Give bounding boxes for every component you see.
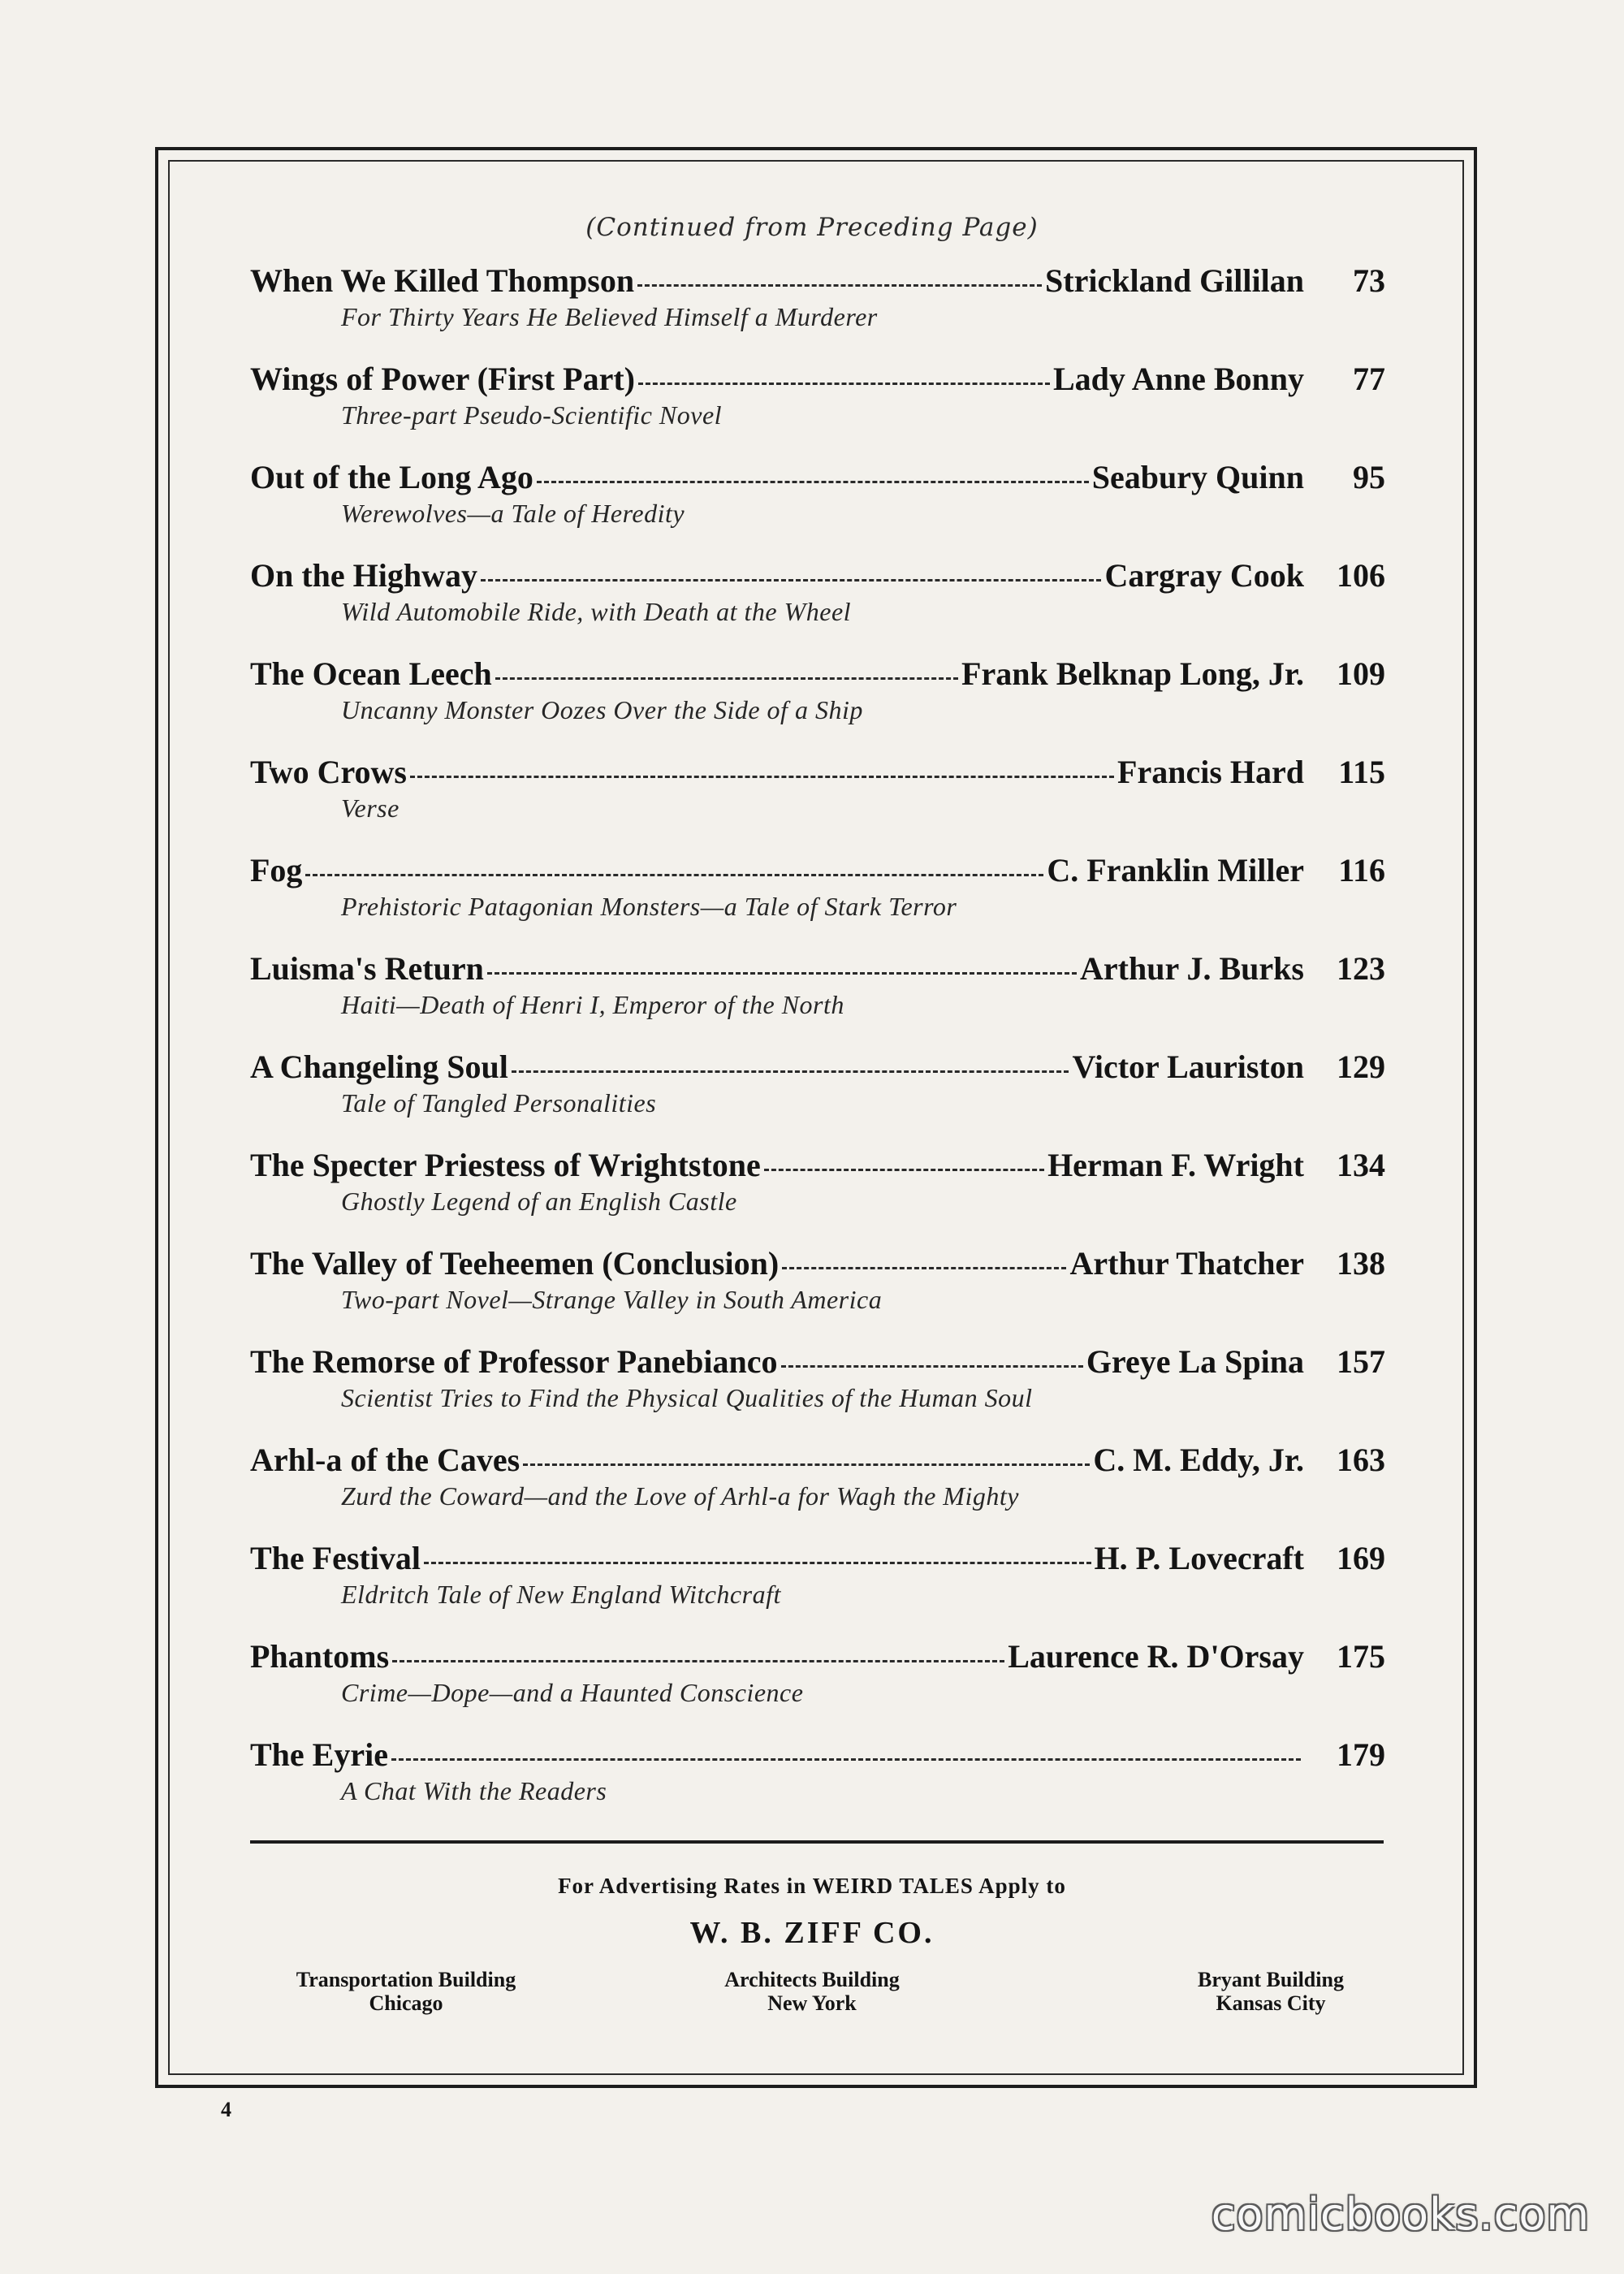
entry-line bbox=[250, 753, 1385, 793]
page-number: 77 bbox=[1353, 361, 1385, 397]
office-city: Chicago bbox=[369, 1991, 443, 2015]
story-title: The Remorse of Professor Panebianco bbox=[250, 1343, 778, 1380]
story-subtitle: Crime—Dope—and a Haunted Conscience bbox=[341, 1678, 804, 1707]
office-city: Kansas City bbox=[1216, 1991, 1326, 2015]
story-subtitle: Scientist Tries to Find the Physical Qualities of the Human Soul bbox=[341, 1383, 1033, 1412]
story-subtitle: Werewolves—a Tale of Heredity bbox=[341, 499, 685, 528]
story-author: Seabury Quinn bbox=[1091, 459, 1304, 495]
page-number: 175 bbox=[1337, 1638, 1385, 1675]
story-subtitle: Tale of Tangled Personalities bbox=[341, 1088, 657, 1118]
story-subtitle: Ghostly Legend of an English Castle bbox=[341, 1187, 737, 1216]
page-number: 134 bbox=[1337, 1147, 1385, 1183]
story-subtitle: Uncanny Monster Oozes Over the Side of a Ship bbox=[341, 695, 863, 724]
page-number: 116 bbox=[1338, 852, 1385, 888]
advertising-note: For Advertising Rates in WEIRD TALES Apply to bbox=[558, 1874, 1066, 1898]
page-number: 106 bbox=[1337, 557, 1385, 594]
page-number: 169 bbox=[1337, 1540, 1385, 1576]
office-address bbox=[235, 1968, 577, 2015]
page-number: 129 bbox=[1337, 1048, 1385, 1085]
toc-entry bbox=[250, 458, 1385, 556]
toc-entry bbox=[250, 1539, 1385, 1637]
page-number: 123 bbox=[1337, 950, 1385, 987]
story-author: Laurence R. D'Orsay bbox=[1008, 1638, 1304, 1675]
toc-entry bbox=[250, 556, 1385, 655]
entry-line bbox=[250, 1637, 1385, 1678]
story-title: The Specter Priestess of Wrightstone bbox=[250, 1147, 761, 1183]
story-author: C. Franklin Miller bbox=[1047, 852, 1304, 888]
dot-leader bbox=[392, 1660, 1004, 1662]
toc-entry bbox=[250, 1146, 1385, 1244]
story-author: Greye La Spina bbox=[1086, 1343, 1304, 1380]
page-number: 95 bbox=[1353, 459, 1385, 495]
watermark: comicbooks.com bbox=[1211, 2189, 1590, 2240]
dot-leader bbox=[764, 1169, 1044, 1171]
entry-line bbox=[250, 1342, 1385, 1383]
entry-line bbox=[250, 1048, 1385, 1088]
toc-entry bbox=[250, 753, 1385, 851]
story-subtitle: For Thirty Years He Believed Himself a Murderer bbox=[341, 302, 878, 331]
page-number: 109 bbox=[1337, 655, 1385, 692]
story-subtitle: A Chat With the Readers bbox=[341, 1776, 607, 1805]
office-address bbox=[1100, 1968, 1441, 2015]
story-subtitle: Verse bbox=[341, 793, 400, 823]
entry-line bbox=[250, 1441, 1385, 1481]
story-subtitle: Three-part Pseudo-Scientific Novel bbox=[341, 400, 723, 430]
story-title: When We Killed Thompson bbox=[250, 262, 635, 299]
story-subtitle: Prehistoric Patagonian Monsters—a Tale of Stark Terror bbox=[341, 892, 957, 921]
story-title: The Festival bbox=[250, 1540, 421, 1576]
entry-line bbox=[250, 1736, 1385, 1776]
dot-leader bbox=[782, 1267, 1066, 1269]
dot-leader bbox=[487, 972, 1077, 975]
office-building: Architects Building bbox=[724, 1968, 900, 1991]
story-subtitle: Eldritch Tale of New England Witchcraft bbox=[341, 1580, 781, 1609]
entry-line bbox=[250, 1244, 1385, 1285]
company-name: W. B. ZIFF CO. bbox=[689, 1916, 935, 1950]
dot-leader bbox=[410, 776, 1114, 778]
story-title: Phantoms bbox=[250, 1638, 390, 1675]
toc-entry bbox=[250, 262, 1385, 360]
dot-leader bbox=[305, 874, 1043, 876]
story-title: Luisma's Return bbox=[250, 950, 484, 987]
story-author: Francis Hard bbox=[1117, 754, 1304, 790]
toc-entry bbox=[250, 1441, 1385, 1539]
entry-line bbox=[250, 655, 1385, 695]
entry-line bbox=[250, 556, 1385, 597]
story-author: Strickland Gillilan bbox=[1045, 262, 1304, 299]
story-subtitle: Wild Automobile Ride, with Death at the Wheel bbox=[341, 597, 852, 626]
story-author: Lady Anne Bonny bbox=[1052, 361, 1304, 397]
page-number: 157 bbox=[1337, 1343, 1385, 1380]
story-author: Cargray Cook bbox=[1104, 557, 1304, 594]
dot-leader bbox=[637, 284, 1042, 287]
office-address bbox=[641, 1968, 983, 2015]
dot-leader bbox=[391, 1758, 1301, 1761]
entry-line bbox=[250, 360, 1385, 400]
story-title: The Ocean Leech bbox=[250, 655, 492, 692]
story-author: Arthur Thatcher bbox=[1069, 1245, 1304, 1282]
entry-line bbox=[250, 851, 1385, 892]
story-title: Out of the Long Ago bbox=[250, 459, 533, 495]
toc-entry bbox=[250, 360, 1385, 458]
story-subtitle: Haiti—Death of Henri I, Emperor of the North bbox=[341, 990, 844, 1019]
entry-line bbox=[250, 1146, 1385, 1187]
story-title: The Eyrie bbox=[250, 1736, 388, 1773]
dot-leader bbox=[424, 1562, 1091, 1564]
toc-entry bbox=[250, 851, 1385, 949]
toc-entry bbox=[250, 1637, 1385, 1736]
entry-line bbox=[250, 262, 1385, 302]
toc-entry bbox=[250, 1342, 1385, 1441]
story-author: C. M. Eddy, Jr. bbox=[1093, 1442, 1304, 1478]
dot-leader bbox=[481, 579, 1101, 581]
toc-entry bbox=[250, 1048, 1385, 1146]
page-number: 73 bbox=[1353, 262, 1385, 299]
dot-leader bbox=[512, 1070, 1069, 1073]
story-subtitle: Zurd the Coward—and the Love of Arhl-a for Wagh the Mighty bbox=[341, 1481, 1019, 1511]
story-title: Fog bbox=[250, 852, 303, 888]
story-author: Victor Lauriston bbox=[1072, 1048, 1304, 1085]
page-number: 138 bbox=[1337, 1245, 1385, 1282]
page-number: 163 bbox=[1337, 1442, 1385, 1478]
story-title: On the Highway bbox=[250, 557, 478, 594]
story-subtitle: Two-part Novel—Strange Valley in South America bbox=[341, 1285, 883, 1314]
entry-line bbox=[250, 458, 1385, 499]
dot-leader bbox=[638, 383, 1050, 385]
folio-page-number: 4 bbox=[221, 2098, 231, 2121]
toc-entry bbox=[250, 1244, 1385, 1342]
dot-leader bbox=[537, 481, 1089, 483]
story-title: Arhl-a of the Caves bbox=[250, 1442, 520, 1478]
entry-line bbox=[250, 949, 1385, 990]
table-of-contents bbox=[250, 262, 1385, 1834]
story-title: A Changeling Soul bbox=[250, 1048, 508, 1085]
footer-rule bbox=[250, 1840, 1384, 1844]
dot-leader bbox=[781, 1365, 1083, 1368]
office-building: Transportation Building bbox=[296, 1968, 516, 1991]
continued-note: (Continued from Preceding Page) bbox=[585, 213, 1039, 242]
story-author: H. P. Lovecraft bbox=[1094, 1540, 1304, 1576]
story-title: Wings of Power (First Part) bbox=[250, 361, 635, 397]
page-number: 179 bbox=[1337, 1736, 1385, 1773]
story-author: Frank Belknap Long, Jr. bbox=[961, 655, 1304, 692]
dot-leader bbox=[495, 677, 958, 680]
toc-entry bbox=[250, 1736, 1385, 1834]
story-author: Herman F. Wright bbox=[1047, 1147, 1304, 1183]
page-number: 115 bbox=[1338, 754, 1385, 790]
toc-entry bbox=[250, 949, 1385, 1048]
story-title: Two Crows bbox=[250, 754, 407, 790]
office-city: New York bbox=[767, 1991, 857, 2015]
toc-entry bbox=[250, 655, 1385, 753]
story-author: Arthur J. Burks bbox=[1080, 950, 1304, 987]
entry-line bbox=[250, 1539, 1385, 1580]
office-building: Bryant Building bbox=[1198, 1968, 1344, 1991]
story-title: The Valley of Teeheemen (Conclusion) bbox=[250, 1245, 780, 1282]
dot-leader bbox=[523, 1463, 1090, 1466]
